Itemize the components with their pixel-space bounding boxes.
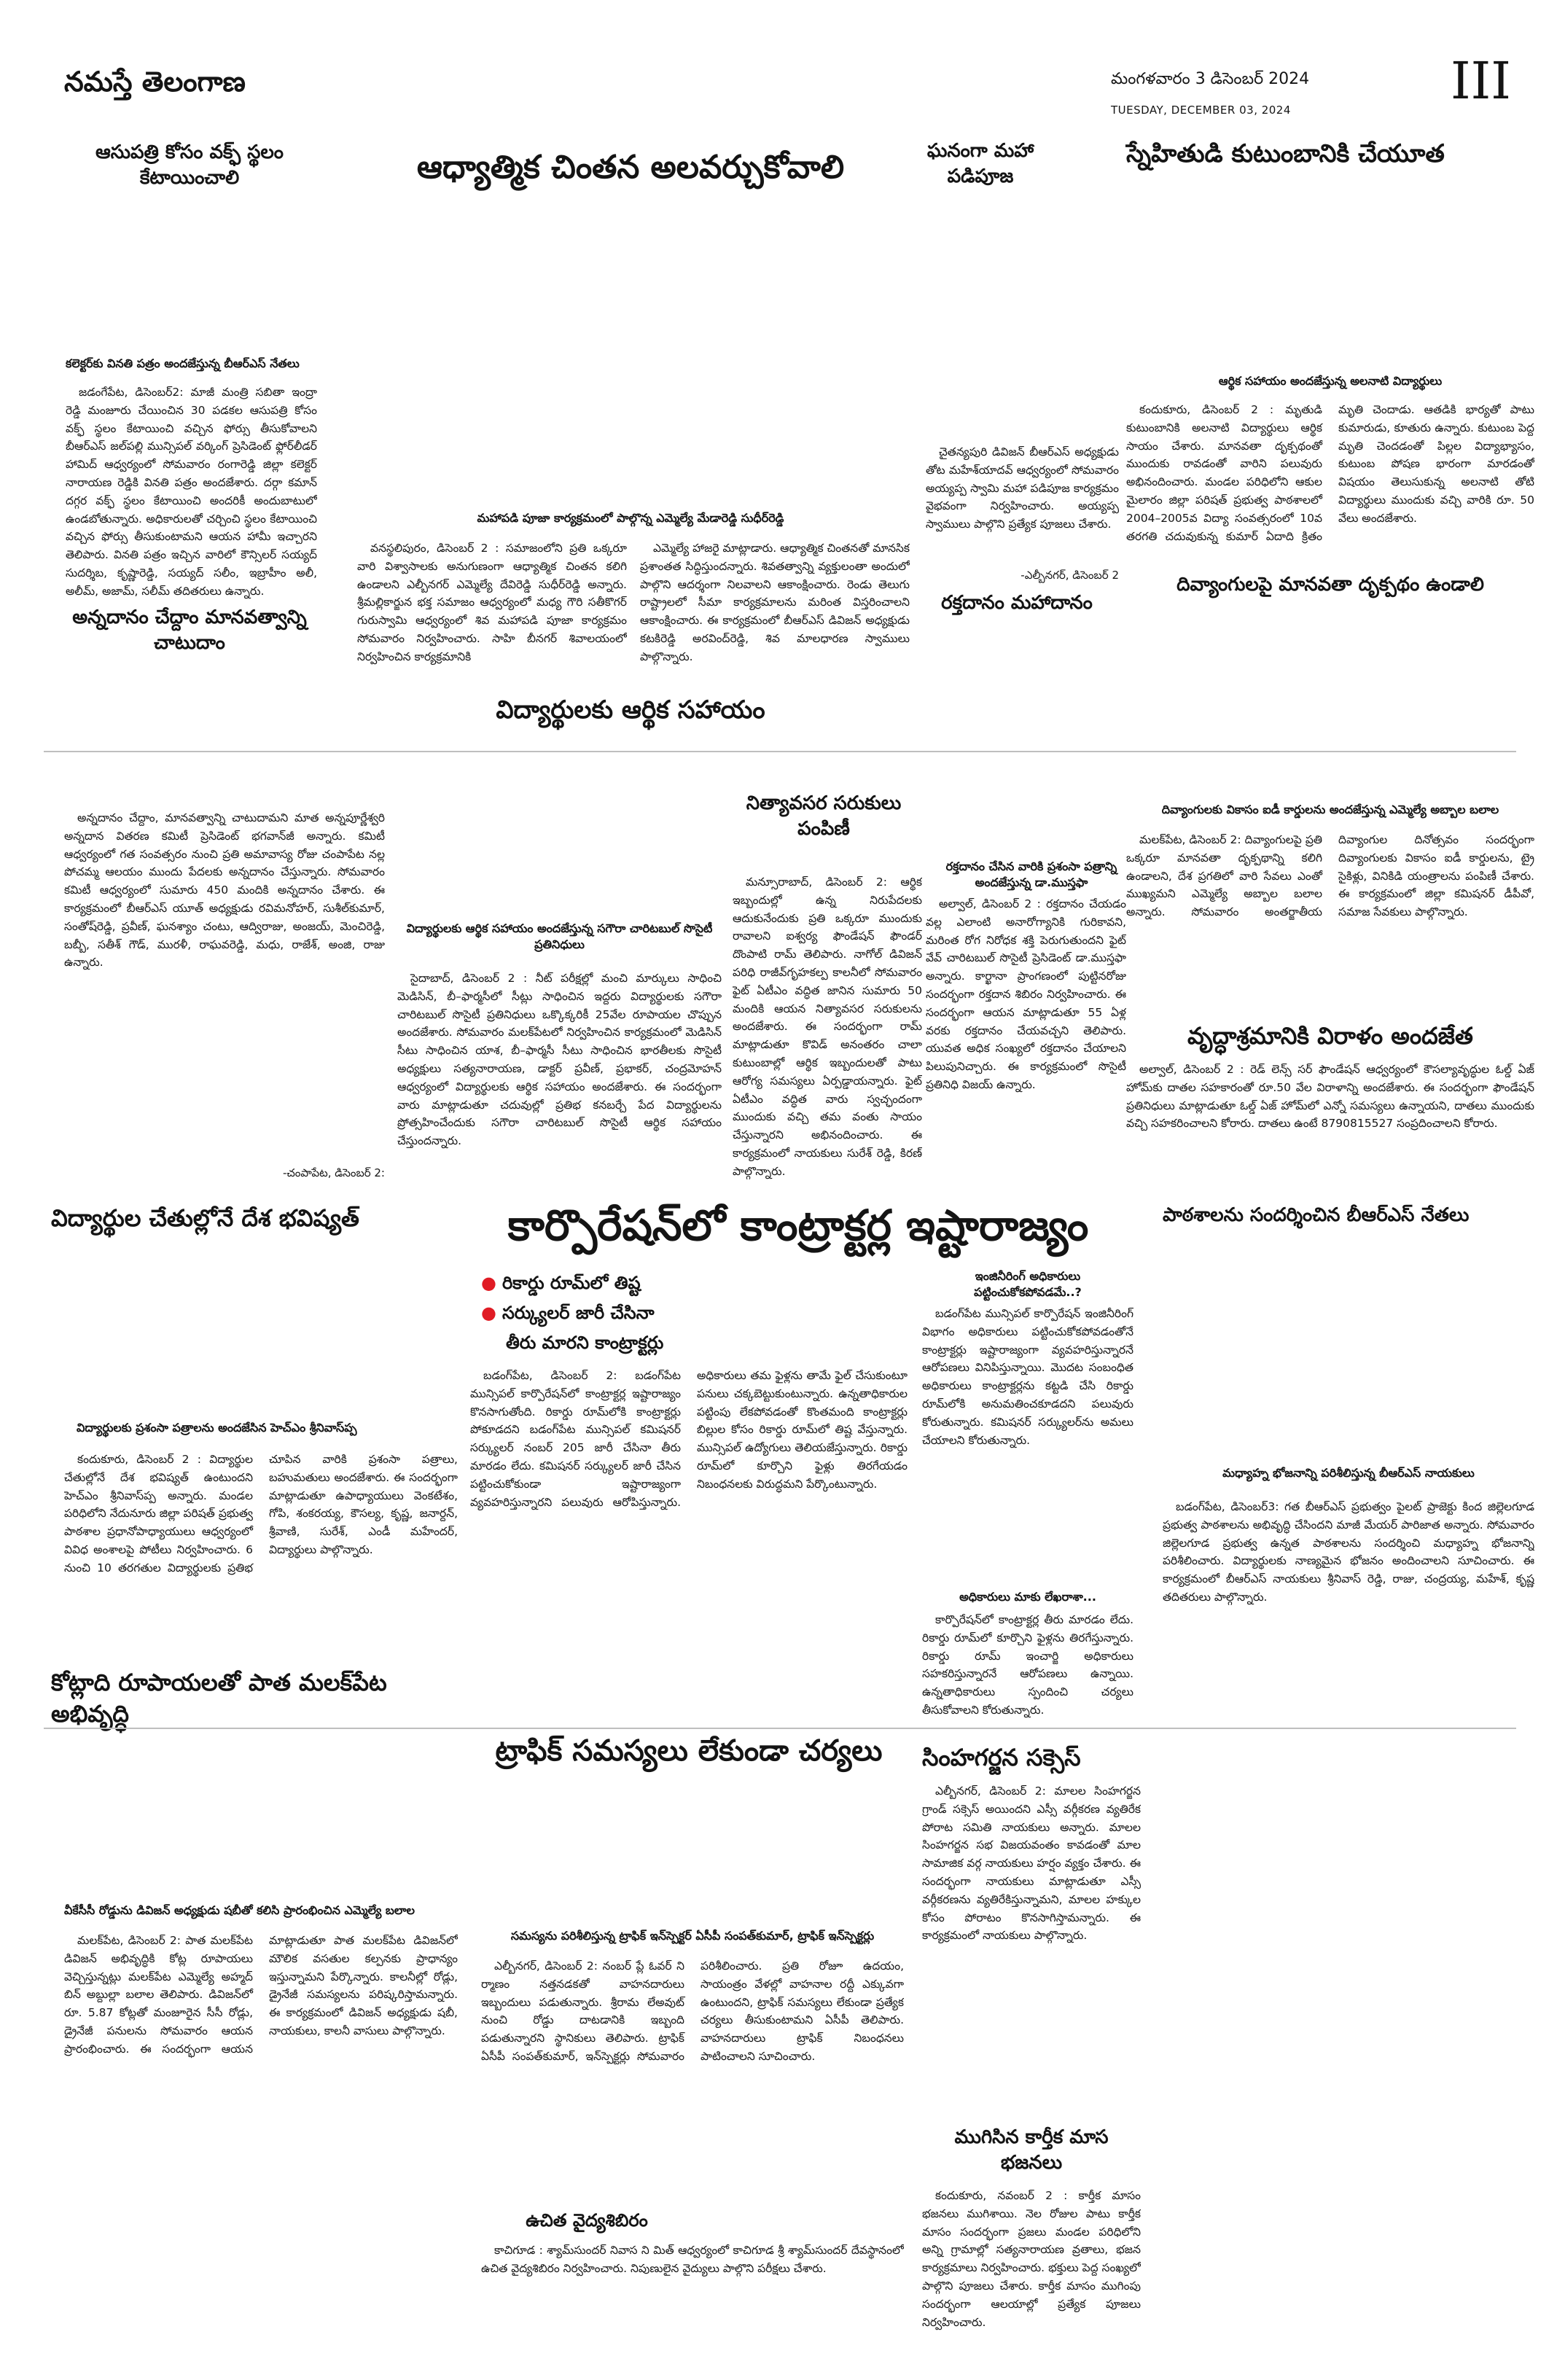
article-2-headline: ఆధ్యాత్మిక చింతన అలవర్చుకోవాలి	[416, 149, 845, 186]
article-14-headline: కోట్లాది రూపాయలతో పాత మలక్‌పేట అభివృద్ధి	[51, 1669, 387, 1728]
section-divider	[44, 751, 1516, 752]
bullet-item: ● సర్క్యులర్ జారీ చేసినా	[481, 1302, 655, 1323]
article-6-headline: అన్నదానం చేద్దాం మానవత్వాన్ని చాటుదాం	[72, 606, 307, 655]
article-15-body: ఎల్బీనగర్, డిసెంబర్ 2: నంబర్ ప్లే ఓవర్ ని ర్మాణం నత్తనడకతో వాహనదారులు ఇబ్బందులు పడుతున్నారు. శ్రీరామ లేఅవుట్ నుంచి రోడ్డు దాటడానికి ఇబ్బంది పడుతున్నారని స్థానికులు తెలిపారు. ట్రాఫిక్ ఏసీపీ సంపత్‌కుమార్, ఇన్‌స్పెక్టర్లు సోమవారం పరిశీలించారు. ప్రతి రోజూ ఉదయం, సాయంత్రం వేళల్లో వాహనాల రద్దీ ఎక్కువగా ఉంటుందని, ట్రాఫిక్ సమస్యలు లేకుండా ప్రత్యేక చర్యలు తీసుకుంటామని ఏసీపీ తెలిపారు. వాహనదారులు ట్రాఫిక్ నిబంధనలు పాటించాలని సూచించారు.	[481, 1959, 904, 2063]
article-9-photo-caption: రక్తదానం చేసిన వారికి ప్రశంసా పత్రాన్ని అందజేస్తున్న డా.ముస్తఫా	[945, 859, 1117, 890]
date-english: TUESDAY, DECEMBER 03, 2024	[1111, 104, 1291, 117]
article-7-photo-caption: విద్యార్థులకు ఆర్థిక సహాయం అందజేస్తున్న సగౌరా చారిటబుల్ సొసైటీ ప్రతినిధులు	[406, 921, 713, 952]
article-12-subhead-2: అధికారులు మాకు లేఖరాశా...	[959, 1590, 1096, 1604]
article-10-headline: వృద్ధాశ్రమానికి విరాళం అందజేత	[1187, 1022, 1473, 1050]
bullet-item: తీరు మారని కాంట్రాక్టర్లు	[506, 1332, 664, 1353]
article-6-body: అన్నదానం చేద్దాం, మానవత్వాన్ని చాటుదామని మాత అన్నపూర్ణేశ్వరి అన్నదాన వితరణ కమిటీ ప్రెసిడెంట్ భగవాన్‌జీ అన్నారు. కమిటీ ఆధ్వర్యంలో గత సంవత్సరం నుంచి ప్రతి అమావాస్య రోజు చంపాపేట నల్ల పోచమ్మ ఆలయం ముందు పేదలకు అన్నదానం చేస్తున్నారు. సోమవారం కమిటీ ఆధ్వర్యంలో సుమారు 450 మందికి అన్నదానం చేశారు. ఈ కార్యక్రమంలో బీఆర్‌ఎస్ యూత్ అధ్యక్షుడు రవిమనోహర్, సుశీల్‌కుమార్, సంతోష్‌రెడ్డి, ప్రవీణ్, ఘనశ్యాం చంటు, ఆద్విరాజు, అంజయ్, మెంచిరెడ్డి, బబ్బీ, సతీశ్ గౌడ్, మురళీ, రాఘవరెడ్డి, మధు, రాజేశ్, అంజి, రాజు ఉన్నారు.	[64, 811, 385, 969]
article-12-subhead-1: ఇంజినీరింగ్ అధికారులు పట్టించుకోకపోవడమే..?	[974, 1269, 1082, 1300]
article-2-photo-caption: మహాపడి పూజా కార్యక్రమంలో పాల్గొన్న ఎమ్మెల్యే మేడారెడ్డి సుధీర్‌రెడ్డి	[477, 511, 784, 525]
bullet-icon: ●	[481, 1302, 496, 1323]
article-10-photo-caption-1: దివ్యాంగులకు వికాసం ఐడీ కార్డులను అందజేస్తున్న ఎమ్మెల్యే అబ్బాల బలాల	[1161, 803, 1499, 816]
article-1-headline: ఆసుపత్రి కోసం వక్ఫ్ స్థలం కేటాయించాలి	[95, 141, 284, 190]
article-9-headline: రక్తదానం మహాదానం	[941, 592, 1093, 614]
bullet-icon: ●	[481, 1273, 496, 1293]
article-7-body: సైదాబాద్, డిసెంబర్ 2 : నీట్ పరీక్షల్లో మంచి మార్కులు సాధించి మెడిసిన్, బీ–ఫార్మసీలో సీట్లు సాధించిన ఇద్దరు విద్యార్థులకు సగౌరా చారిటబుల్ సొసైటీ ప్రతినిధులు ఒక్కొక్కరికీ 25వేల రూపాయల చొప్పున అందజేశారు. సోమవారం మలక్‌పేటలో నిర్వహించిన కార్యక్రమంలో మెడిసిన్ సీటు సాధించిన యాశ, బీ–ఫార్మసీ సీటు సాధించిన భారతీలకు సొసైటీ అధ్యక్షులు సత్యనారాయణ, డాక్టర్ ప్రవీణ్, ప్రభాకర్, చంద్రమోహన్ ఆధ్వర్యంలో విద్యార్థులకు ఆర్థిక సహాయం అందజేశారు. ఈ సందర్భంగా వారు మాట్లాడుతూ చదువుల్లో ప్రతిభ కనబర్చే పేద విద్యార్థులను ప్రోత్సహించేందుకు సగౌరా చారిటబుల్ సొసైటీ ఆర్థిక సహాయం చేస్తుందన్నారు.	[397, 972, 722, 1148]
article-13-headline: పాఠశాలను సందర్శించిన బీఆర్‌ఎస్ నేతలు	[1163, 1204, 1470, 1226]
article-10-body-1: మలక్‌పేట, డిసెంబర్ 2: దివ్యాంగులపై ప్రతి ఒక్కరూ మానవతా దృక్పథాన్ని కలిగి ఉండాలని, దేశ ప్రగతిలో వారి సేవలు ఎంతో ముఖ్యమని ఎమ్మెల్యే అబ్బాల బలాల అన్నారు. సోమవారం అంతర్జాతీయ దివ్యాంగుల దినోత్సవం సందర్భంగా దివ్యాంగులకు వికాసం ఐడీ కార్డులను, ట్రై సైకిళ్లు, వినికిడి యంత్రాలను పంపిణీ చేశారు. ఈ కార్యక్రమంలో జిల్లా కమిషనర్ డీపీవో, సమాజ సేవకులు పాల్గొన్నారు.	[1126, 833, 1534, 919]
article-15-photo-caption: సమస్యను పరిశీలిస్తున్న ట్రాఫిక్ ఇన్‌స్పెక్టర్ ఏసీపీ సంపత్‌కుమార్, ట్రాఫిక్ ఇన్‌స్పెక్టర్లు	[510, 1929, 875, 1943]
article-1-body: జడంగేపేట, డిసెంబర్2: మాజీ మంత్రి సబితా ఇంద్రా రెడ్డి మంజూరు చేయించిన 30 పడకల ఆసుపత్రి కోసం వక్ఫ్ స్థలం కేటాయించి వచ్చిన ఫోర్సు తీసుకోవాలని బీఆర్‌ఎస్ జల్‌పల్లి మున్సిపల్ వర్కింగ్ ప్రెసిడెంట్ ఫ్లోర్‌లీడర్ హామిద్ ఆధ్వర్యంలో సోమవారం రంగారెడ్డి జిల్లా కలెక్టర్ నారాయణ రెడ్డికి వినతి పత్రం అందజేశారు. దర్గా కమాన్ దగ్గర వక్ఫ్ స్థలం కేటాయించి అందరికీ అందుబాటులో ఉండబోతున్నారు. అధికారులతో చర్చించి స్థలం కేటాయించి వచ్చిన ఫోర్సు తీసుకుంటామని ఆయన హామీ ఇచ్చారని తెలిపారు. వినతి పత్రం ఇచ్చిన వారిలో కౌన్సిలర్ సయ్యద్ సుదర్శిబ, కృష్ణారెడ్డి, సయ్యద్ సలీం, ఇబ్రాహీం అలీ, అలీమ్, అజామ్, సలీమ్ తదితరులు ఉన్నారు.	[66, 386, 317, 598]
article-6-byline: -చంపాపేట, డిసెంబర్ 2:	[282, 1166, 385, 1179]
article-16-body: ఎల్బీనగర్, డిసెంబర్ 2: మాలల సింహగర్జన గ్రాండ్ సక్సెస్ అయిందని ఎస్సీ వర్గీకరణ వ్యతిరేక పోరాట సమితి నాయకులు అన్నారు. మాలల సింహగర్జన సభ విజయవంతం కావడంతో మాల సామాజిక వర్గ నాయకులు హర్షం వ్యక్తం చేశారు. ఈ సందర్భంగా నాయకులు మాట్లాడుతూ ఎస్సీ వర్గీకరణను వ్యతిరేకిస్తున్నామని, మాలల హక్కుల కోసం పోరాటం కొనసాగిస్తామన్నారు. ఈ కార్యక్రమంలో నాయకులు పాల్గొన్నారు.	[922, 1784, 1141, 1943]
article-15-mini-headline: ఉచిత వైద్యశిబిరం	[526, 2210, 648, 2231]
article-11-headline: విద్యార్థుల చేతుల్లోనే దేశ భవిష్యత్	[51, 1204, 359, 1232]
article-11-photo-caption: విద్యార్థులకు ప్రశంసా పత్రాలను అందజేసిన హెచ్ఎం శ్రీనివాస్‌ప్ప	[77, 1421, 357, 1435]
article-12-body-col2b: కార్పొరేషన్‌లో కాంట్రాక్టర్ల తీరు మారడం లేదు. రికార్డు రూమ్‌లో కూర్చొని ఫైళ్లను తిరగేస్తున్నారు. రికార్డు రూమ్ ఇంచార్జి అధికారులు సహకరిస్తున్నారనే ఆరోపణలు ఉన్నాయి. ఉన్నతాధికారులు స్పందించి చర్యలు తీసుకోవాలని కోరుతున్నారు.	[922, 1613, 1133, 1717]
article-2-body-col1: వనస్థలిపురం, డిసెంబర్ 2 : సమాజంలోని ప్రతి ఒక్కరూ వారి విశ్వాసాలకు అనుగుణంగా ఆధ్యాత్మిక చింతన కలిగి ఉండాలని ఎల్బీనగర్ ఎమ్మెల్యే దేవిరెడ్డి సుధీర్‌రెడ్డి అన్నారు. శ్రీమల్లికార్జున భక్త సమాజం ఆధ్వర్యంలో మధ్య గౌరి సతీకొగర్ గురుస్వామి ఆధ్వర్యంలో శివ మహాపడి పూజా కార్యక్రమం సోమవారం నిర్వహించారు. సాహి బీనగర్ శివాలయంలో నిర్వహించిన కార్యక్రమానికి	[357, 542, 627, 663]
article-3-byline: -ఎల్బీనగర్, డిసెంబర్ 2	[1021, 569, 1119, 582]
article-12-headline: కార్పొరేషన్‌లో కాంట్రాక్టర్ల ఇష్టారాజ్యం	[507, 1201, 1089, 1250]
article-13-photo-caption: మధ్యాహ్న భోజనాన్ని పరిశీలిస్తున్న బీఆర్‌ఎస్ నాయకులు	[1222, 1466, 1475, 1480]
article-17-body: కందుకూరు, నవంబర్ 2 : కార్తీక మాసం భజనలు ముగిశాయి. నెల రోజుల పాటు కార్తీక మాసం సందర్భంగా ప్రజలు మండల పరిధిలోని అన్ని గ్రామాల్లో సత్యనారాయణ వ్రతాలు, భజన కార్యక్రమాలు నిర్వహించారు. భక్తులు పెద్ద సంఖ్యలో పాల్గొని పూజలు చేశారు. కార్తీక మాసం ముగింపు సందర్భంగా ఆలయాల్లో ప్రత్యేక పూజలు నిర్వహించారు.	[922, 2189, 1141, 2329]
article-16-headline: సింహగర్జన సక్సెస్	[922, 1744, 1081, 1771]
section-divider	[44, 1728, 1516, 1729]
article-7-headline: విద్యార్థులకు ఆర్థిక సహాయం	[496, 695, 765, 725]
article-8-body: మన్సూరాబాద్, డిసెంబర్ 2: ఆర్థిక ఇబ్బందుల్లో ఉన్న నిరుపేదలకు ఆదుకునేందుకు ప్రతి ఒక్కరూ ముందుకు రావాలని ఐశ్వర్య ఫౌండేషన్ ఫౌండర్ దొంపాటి రామ్ తెలిపారు. నాగోల్ డివిజన్ పరిధి రాజీవ్‌గృహకల్ప కాలనీలో సోమవారం ఫైట్ ఏటీఎం వద్ధిత జానిన సుమారు 50 మందికి ఆయన నిత్యావసర సరుకులను అందజేశారు. ఈ సందర్భంగా రామ్ మాట్లాడుతూ కొవిడ్ అనంతరం చాలా కుటుంబాల్లో ఆర్థిక ఇబ్బందులతో పాటు ఆరోగ్య సమస్యలు ఏర్పడ్డాయన్నారు. ఫైట్ ఏటీఎం వద్ధిత వారు స్వచ్ఛందంగా ముందుకు వచ్చి తమ వంతు సాయం చేస్తున్నారని అభినందించారు. ఈ కార్యక్రమంలో నాయకులు సురేశ్ రెడ్డి, కిరణ్ పాల్గొన్నారు.	[733, 875, 922, 1178]
article-11-body: కందుకూరు, డిసెంబర్ 2 : విద్యార్థుల చేతుల్లోనే దేశ భవిష్యత్ ఉంటుందని హెచ్ఎం శ్రీనివాస్‌ప్ప అన్నారు. మండల పరిధిలోని నేదునూరు జిల్లా పరిషత్ ప్రభుత్వ పాఠశాల ప్రధానోపాధ్యాయులు ఆధ్వర్యంలో వివిధ అంశాలపై పోటీలు నిర్వహించారు. 6 నుంచి 10 తరగతుల విద్యార్థులకు ప్రతిభ చూపిన వారికి ప్రశంసా పత్రాలు, బహుమతులు అందజేశారు. ఈ సందర్భంగా మాట్లాడుతూ ఉపాధ్యాయులు వెంకటేశం, గోపి, శంకరయ్య, కౌసల్య, కృష్ణ, జనార్దన్, శ్రీవాణి, సురేశ్, ఎండీ మహేందర్, విద్యార్థులు పాల్గొన్నారు.	[64, 1453, 458, 1575]
article-3-headline: ఘనంగా మహా పడిపూజ	[926, 140, 1034, 188]
article-1-photo-caption: కలెక్టర్‌కు వినతి పత్రం అందజేస్తున్న బీఆర్‌ఎస్ నేతలు	[66, 356, 300, 370]
page-number: III	[1451, 51, 1511, 111]
article-15-headline: ట్రాఫిక్ సమస్యలు లేకుండా చర్యలు	[495, 1734, 883, 1768]
article-10-body-2: అల్వాల్, డిసెంబర్ 2 : రెడ్‌ లెన్స్ సర్ ఫౌండేషన్ ఆధ్వర్యంలో కౌసల్యావృద్ధుల ఓల్డ్ ఏజ్ హోమ్‌కు దాతల సహకారంతో రూ.50 వేల విరాళాన్ని అందజేశారు. ఈ సందర్భంగా ఫౌండేషన్ ప్రతినిధులు మాట్లాడుతూ ఓల్డ్ ఏజ్ హోమ్‌లో ఎన్నో సమస్యలు ఉన్నాయని, దాతలు ముందుకు వచ్చి సహకరించాలని కోరారు. దాతలు ఉంటే 8790815527 సంప్రదించాలని కోరారు.	[1126, 1063, 1534, 1131]
article-13-body: బడంగ్‌పేట, డిసెంబర్3: గత బీఆర్‌ఎస్ ప్రభుత్వం పైలట్ ప్రాజెక్టు కింద జిల్లెలగూడ ప్రభుత్వ పాఠశాలను అభివృద్ధి చేసిందని మాజీ మేయర్ పారిజాత అన్నారు. సోమవారం జిల్లెలగూడ ప్రభుత్వ ఉన్నత పాఠశాలను సందర్శించి మధ్యాహ్న భోజనాన్ని పరిశీలించారు. విద్యార్థులకు నాణ్యమైన భోజనం అందించాలని సూచించారు. ఈ కార్యక్రమంలో బీఆర్‌ఎస్ నాయకులు శ్రీనివాస్ రెడ్డి, రాజు, చంద్రయ్య, మహేశ్, కృష్ణ తదితరులు పాల్గొన్నారు.	[1163, 1500, 1534, 1604]
article-14-body: మలక్‌పేట, డిసెంబర్ 2: పాత మలక్‌పేట డివిజన్ అభివృద్ధికి కోట్ల రూపాయలు వెచ్చిస్తున్నట్లు మలక్‌పేట ఎమ్మెల్యే అహ్మద్ బిన్ అబ్దుల్లా బలాల తెలిపారు. డివిజన్‌లో రూ. 5.87 కోట్లతో మంజూరైన సీసీ రోడ్లు, డ్రైనేజీ పనులను సోమవారం ఆయన ప్రారంభించారు. ఈ సందర్భంగా ఆయన మాట్లాడుతూ పాత మలక్‌పేట డివిజన్‌లో మౌలిక వసతుల కల్పనకు ప్రాధాన్యం ఇస్తున్నామని పేర్కొన్నారు. కాలనీల్లో రోడ్లు, డ్రైనేజీ సమస్యలను పరిష్కరిస్తామన్నారు. ఈ కార్యక్రమంలో డివిజన్ అధ్యక్షుడు షబీ, నాయకులు, కాలనీ వాసులు పాల్గొన్నారు.	[64, 1934, 458, 2056]
article-5-headline: దివ్యాంగులపై మానవతా దృక్పథం ఉండాలి	[1176, 574, 1484, 596]
article-12-body: బడంగ్‌పేట, డిసెంబర్ 2: బడంగ్‌పేట మున్సిపల్ కార్పొరేషన్‌లో కాంట్రాక్టర్ల ఇష్టారాజ్యం కొనసాగుతోంది. రికార్డు రూమ్‌లోకి కాంట్రాక్టర్లు పోకూడదని బడంగ్‌పేట మున్సిపల్ కమిషనర్ సర్క్యులర్ నంబర్ 205 జారీ చేసినా తీరు మారడం లేదు. కమిషనర్ సర్క్యులర్ జారీ చేసిన పట్టించుకోకుండా ఇష్టారాజ్యంగా వ్యవహరిస్తున్నారని పలువురు ఆరోపిస్తున్నారు. అధికారులు తమ ఫైళ్లను తామే ఫైల్ చేసుకుంటూ పనులు చక్కబెట్టుకుంటున్నారు. ఉన్నతాధికారుల పట్టింపు లేకపోవడంతో కొంతమంది కాంట్రాక్టర్లు బిల్లుల కోసం రికార్డు రూమ్‌లో తిష్ట వేస్తున్నారు. మున్సిపల్ ఉద్యోగులు తెలియజేస్తున్నారు. రికార్డు రూమ్‌లో కూర్చొని ఫైళ్లు తిరగేయడం నిబంధనలకు విరుద్ధమని పేర్కొంటున్నారు.	[470, 1369, 908, 1509]
article-4-headline: స్నేహితుడి కుటుంబానికి చేయూత	[1126, 139, 1445, 168]
article-15-mini-body: కాచిగూడ : శ్యామ్‌సుందర్ నివాస ని మిత్ ఆధ్వర్యంలో కాచిగూడ శ్రీ శ్యామ్‌సుందర్ దేవస్థానంలో ఉచిత వైద్యశిబిరం నిర్వహించారు. నిపుణులైన వైద్యులు పాల్గొని పరీక్షలు చేశారు.	[481, 2244, 904, 2275]
article-4-body: కందుకూరు, డిసెంబర్ 2 : మృతుడి కుటుంబానికి అలనాటి విద్యార్థులు ఆర్థిక సాయం చేశారు. మానవతా దృక్పథంతో ముందుకు రావడంతో వారిని పలువురు అభినందించారు. మండల పరిధిలోని ఆకుల మైలారం జిల్లా పరిషత్ ప్రభుత్వ పాఠశాలలో 2004–2005వ విద్యా సంవత్సరంలో 10వ తరగతి చదువుకున్న కుమార్ ఏదాది క్రితం మృతి చెందాడు. ఆతడికి భార్యతో పాటు కుమారుడు, కూతురు ఉన్నారు. కుటుంబ పెద్ద మృతి చెందడంతో పిల్లల విద్యాభ్యాసం, కుటుంబ పోషణ భారంగా మారడంతో విషయం తెలుసుకున్న అలనాటి తోటి విద్యార్థులు ముందుకు వచ్చి వారికి రూ. 50 వేలు అందజేశారు.	[1126, 403, 1534, 543]
paper-name: నమస్తే తెలంగాణ	[64, 66, 246, 98]
article-2-body-col2: ఎమ్మెల్యే హాజరై మాట్లాడారు. ఆధ్యాత్మిక చింతనతో మానసిక ప్రశాంతత సిద్ధిస్తుందన్నారు. శివతత్వాన్ని వ్యక్తులంతా అందులో పాల్గొని ఆదర్శంగా నిలవాలని ఆకాంక్షించారు. రెండు తెలుగు రాష్ట్రాలలో సీమా కార్యక్రమాలను మరింత విస్తరించాలని ఆకాంక్షించారు. ఈ కార్యక్రమంలో బీఆర్‌ఎస్ డివిజన్ అధ్యక్షుడు కటకిరెడ్డి అరవింద్‌రెడ్డి, శివ మాలధారణ స్వాములు పాల్గొన్నారు.	[640, 542, 910, 663]
article-12-body-col2: బడంగ్‌పేట మున్సిపల్ కార్పొరేషన్ ఇంజినీరింగ్ విభాగం అధికారులు పట్టించుకోకపోవడంతోనే కాంట్రాక్టర్లు ఇష్టారాజ్యంగా వ్యవహరిస్తున్నారనే ఆరోపణలు వినిపిస్తున్నాయి. మొదట సంబంధిత అధికారులు కాంట్రాక్టర్లను కట్టడి చేసి రికార్డు రూమ్‌లోకి అనుమతించకూడదని పలువురు కోరుతున్నారు. కమిషనర్ సర్క్యులర్‌ను అమలు చేయాలని కోరుతున్నారు.	[922, 1307, 1133, 1447]
article-14-photo-caption: వీకేసీసీ రోడ్డును డివిజన్ అధ్యక్షుడు షబీతో కలిసి ప్రారంభించిన ఎమ్మెల్యే బలాల	[64, 1903, 415, 1917]
article-8-headline: నిత్యావసర సరుకులు పంపిణీ	[746, 792, 902, 840]
article-4-photo-caption: ఆర్థిక సహాయం అందజేస్తున్న అలనాటి విద్యార్థులు	[1218, 374, 1443, 388]
date-telugu: మంగళవారం 3 డిసెంబర్ 2024	[1111, 70, 1310, 88]
article-17-headline: ముగిసిన కార్తీక మాస భజనలు	[954, 2126, 1109, 2174]
article-12-bullet-points	[481, 1268, 722, 1357]
article-9-body: అల్వాల్, డిసెంబర్ 2 : రక్తదానం చేయడం వల్ల ఎలాంటి అనారోగ్యానికి గురికావని, మరింత రోగ నిరోధక శక్తి పెరుగుతుందని ఫైట్ వేవ్ చారిటబుల్ సొసైటీ ప్రెసిడెంట్ డా.ముస్తఫా అన్నారు. కార్ఖానా ప్రాంగణంలో పుట్టినరోజు సందర్భంగా రక్తదాన శిబిరం నిర్వహించారు. ఈ సందర్భంగా ఆయన మాట్లాడుతూ 55 ఏళ్ల వరకు రక్తదానం చేయవచ్చని తెలిపారు. యువత అధిక సంఖ్యలో రక్తదానం చేయాలని పిలుపునిచ్చారు. ఈ కార్యక్రమంలో సొసైటీ ప్రతినిధి విజయ్ ఉన్నారు.	[926, 897, 1126, 1091]
article-3-body: చైతన్యపురి డివిజన్ బీఆర్‌ఎస్ అధ్యక్షుడు తోట మహేశ్‌యాదవ్ ఆధ్వర్యంలో సోమవారం అయ్యప్ప స్వామి మహా పడిపూజ కార్యక్రమం వైభవంగా నిర్వహించారు. అయ్యప్ప స్వాములు పాల్గొని ప్రత్యేక పూజలు చేశారు.	[926, 445, 1119, 531]
bullet-item: ● రికార్డు రూమ్‌లో తిష్ట	[481, 1273, 641, 1293]
